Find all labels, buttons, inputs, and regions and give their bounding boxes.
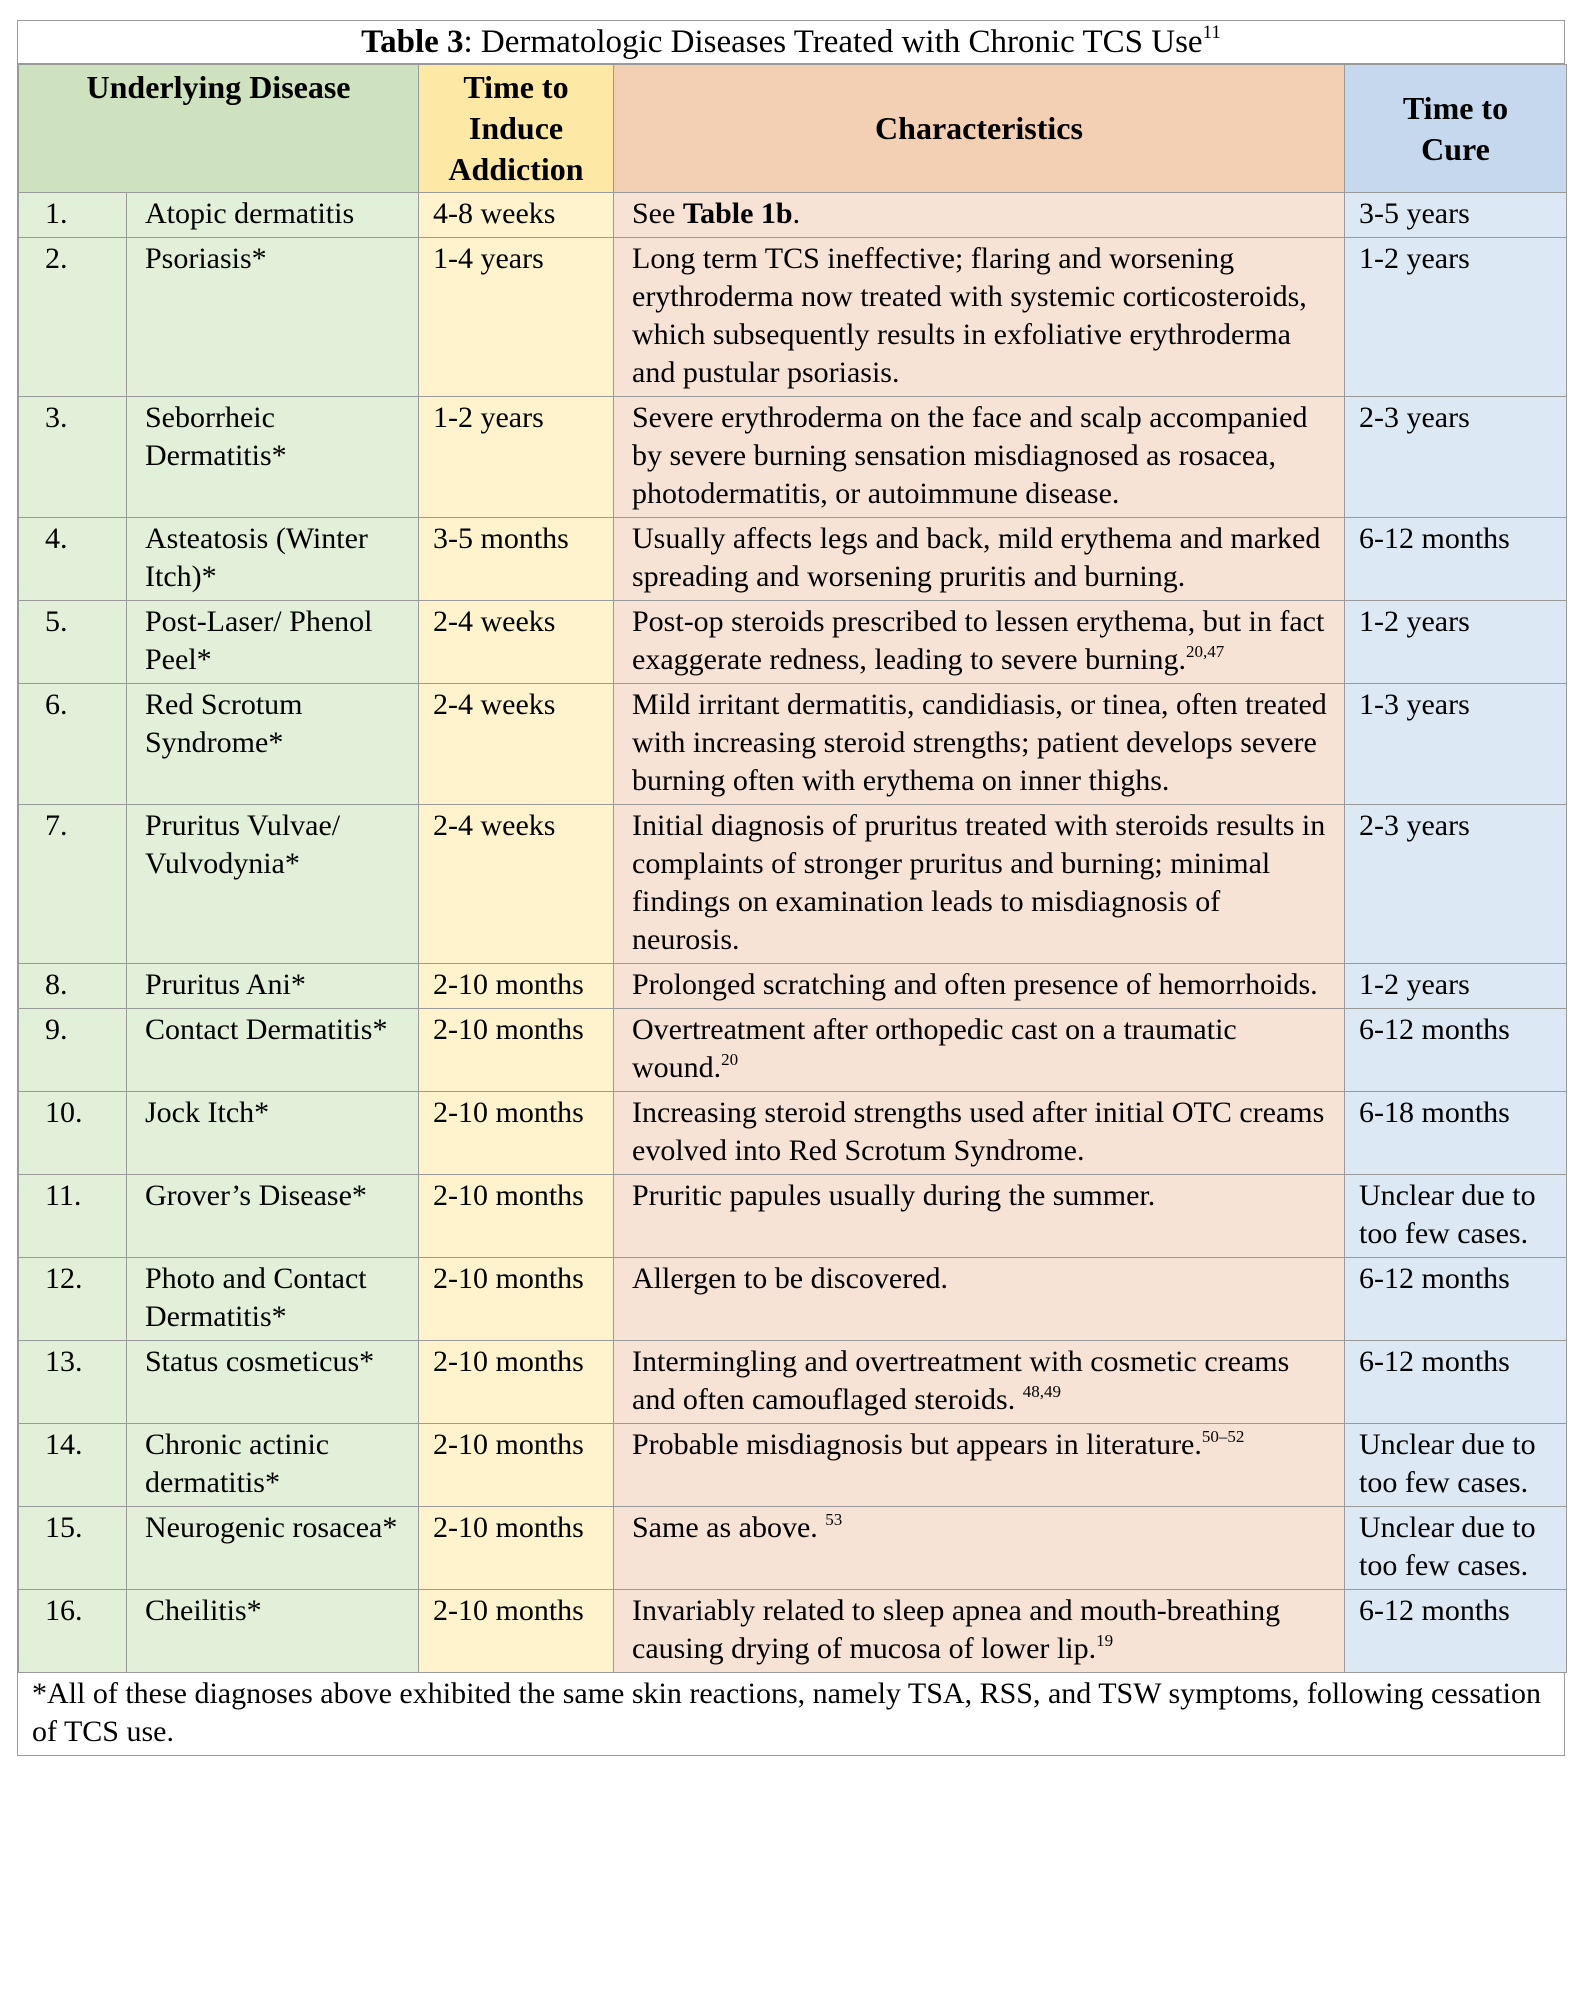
- time-to-induce: 2-10 months: [419, 1341, 614, 1424]
- disease-name: Pruritus Vulvae/ Vulvodynia*: [127, 805, 419, 964]
- disease-name: Photo and Contact Dermatitis*: [127, 1258, 419, 1341]
- table-title: [18, 21, 1564, 64]
- row-number: 5.: [19, 601, 127, 684]
- table-frame: [17, 20, 1565, 1756]
- time-to-induce: 2-10 months: [419, 1258, 614, 1341]
- disease-name: Grover’s Disease*: [127, 1175, 419, 1258]
- table-row: [19, 1424, 1567, 1507]
- characteristics-text: Prolonged scratching and often presence of hemorrhoids.: [632, 968, 1318, 1001]
- disease-name: Jock Itch*: [127, 1092, 419, 1175]
- characteristics-cell: [614, 1424, 1345, 1507]
- table-row: [19, 805, 1567, 964]
- characteristics-cell: [614, 397, 1345, 518]
- characteristics-cell: [614, 1258, 1345, 1341]
- characteristics-text: Post-op steroids prescribed to lessen erythema, but in fact exaggerate redness, leading to severe burning.: [632, 605, 1325, 676]
- characteristics-text: Severe erythroderma on the face and scalp accompanied by severe burning sensation misdiagnosed as rosacea, photodermatitis, or autoimmune disease.: [632, 401, 1308, 510]
- characteristics-cell: [614, 601, 1345, 684]
- characteristics-cell: [614, 238, 1345, 397]
- citation-reference: 50–52: [1201, 1427, 1245, 1446]
- characteristics-cell: [614, 193, 1345, 238]
- characteristics-text: .: [792, 197, 801, 230]
- disease-name: Seborrheic Dermatitis*: [127, 397, 419, 518]
- characteristics-cell: [614, 1590, 1345, 1673]
- row-number: 8.: [19, 964, 127, 1009]
- table-row: [19, 964, 1567, 1009]
- time-to-induce: 2-10 months: [419, 1092, 614, 1175]
- table-row: [19, 193, 1567, 238]
- time-to-cure: 6-12 months: [1345, 1258, 1567, 1341]
- time-to-induce: 2-4 weeks: [419, 805, 614, 964]
- characteristics-text: Usually affects legs and back, mild erythema and marked spreading and worsening pruritis and burning.: [632, 522, 1321, 593]
- time-to-cure: 1-2 years: [1345, 964, 1567, 1009]
- header-underlying-disease: Underlying Disease: [19, 65, 419, 193]
- table-row: [19, 1009, 1567, 1092]
- row-number: 4.: [19, 518, 127, 601]
- table-row: [19, 601, 1567, 684]
- characteristics-prefix: See: [632, 197, 683, 230]
- time-to-cure: 6-12 months: [1345, 1590, 1567, 1673]
- disease-name: Status cosmeticus*: [127, 1341, 419, 1424]
- characteristics-text: Pruritic papules usually during the summer.: [632, 1179, 1156, 1212]
- time-to-induce: 3-5 months: [419, 518, 614, 601]
- characteristics-text: Intermingling and overtreatment with cosmetic creams and often camouflaged steroids.: [632, 1345, 1290, 1416]
- row-number: 6.: [19, 684, 127, 805]
- time-to-cure: 6-12 months: [1345, 518, 1567, 601]
- disease-name: Red Scrotum Syndrome*: [127, 684, 419, 805]
- characteristics-cell: [614, 518, 1345, 601]
- time-to-induce: 2-4 weeks: [419, 684, 614, 805]
- time-to-induce: 1-4 years: [419, 238, 614, 397]
- characteristics-text: Initial diagnosis of pruritus treated with steroids results in complaints of stronger pruritus and burning; minimal findings on examination leads to misdiagnosis of neurosis.: [632, 809, 1326, 956]
- time-to-cure: 6-12 months: [1345, 1009, 1567, 1092]
- table-label: Table 3: [361, 24, 464, 60]
- characteristics-cell: [614, 964, 1345, 1009]
- table-row: [19, 518, 1567, 601]
- table-row: [19, 1341, 1567, 1424]
- row-number: 15.: [19, 1507, 127, 1590]
- disease-name: Atopic dermatitis: [127, 193, 419, 238]
- table-footnote: *All of these diagnoses above exhibited the same skin reactions, namely TSA, RSS, and TSW symptoms, following cessation of TCS use.: [32, 1677, 1541, 1748]
- characteristics-text: Increasing steroid strengths used after initial OTC creams evolved into Red Scrotum Syndrome.: [632, 1096, 1325, 1167]
- characteristics-cell: [614, 1009, 1345, 1092]
- row-number: 13.: [19, 1341, 127, 1424]
- citation-reference: 53: [825, 1510, 843, 1529]
- disease-name: Contact Dermatitis*: [127, 1009, 419, 1092]
- characteristics-text: Probable misdiagnosis but appears in literature.: [632, 1428, 1202, 1461]
- row-number: 16.: [19, 1590, 127, 1673]
- table-row: [19, 1507, 1567, 1590]
- row-number: 2.: [19, 238, 127, 397]
- time-to-induce: 2-4 weeks: [419, 601, 614, 684]
- row-number: 7.: [19, 805, 127, 964]
- time-to-induce: 2-10 months: [419, 964, 614, 1009]
- time-to-cure: 3-5 years: [1345, 193, 1567, 238]
- time-to-cure: 6-18 months: [1345, 1092, 1567, 1175]
- disease-name: Neurogenic rosacea*: [127, 1507, 419, 1590]
- table-title-text: : Dermatologic Diseases Treated with Chronic TCS Use: [463, 24, 1203, 60]
- header-time-to-cure: Time to Cure: [1345, 65, 1567, 193]
- disease-name: Cheilitis*: [127, 1590, 419, 1673]
- citation-reference: 20,47: [1185, 642, 1225, 661]
- time-to-induce: 2-10 months: [419, 1009, 614, 1092]
- disease-name: Pruritus Ani*: [127, 964, 419, 1009]
- disease-name: Asteatosis (Winter Itch)*: [127, 518, 419, 601]
- diseases-table: [18, 64, 1567, 1673]
- citation-reference: 20: [721, 1050, 739, 1069]
- time-to-induce: 2-10 months: [419, 1175, 614, 1258]
- row-number: 3.: [19, 397, 127, 518]
- characteristics-text: Mild irritant dermatitis, candidiasis, or tinea, often treated with increasing steroid strengths; patient develops severe burning often with erythema on inner thighs.: [632, 688, 1327, 797]
- time-to-cure: 6-12 months: [1345, 1341, 1567, 1424]
- characteristics-text: Same as above.: [632, 1511, 826, 1544]
- table-row: [19, 684, 1567, 805]
- time-to-cure: 2-3 years: [1345, 805, 1567, 964]
- time-to-cure: Unclear due to too few cases.: [1345, 1507, 1567, 1590]
- table-row: [19, 1258, 1567, 1341]
- row-number: 12.: [19, 1258, 127, 1341]
- citation-reference: 19: [1096, 1631, 1114, 1650]
- row-number: 1.: [19, 193, 127, 238]
- row-number: 14.: [19, 1424, 127, 1507]
- time-to-induce: 2-10 months: [419, 1590, 614, 1673]
- time-to-cure: 1-3 years: [1345, 684, 1567, 805]
- time-to-cure: 1-2 years: [1345, 238, 1567, 397]
- time-to-cure: 1-2 years: [1345, 601, 1567, 684]
- characteristics-text: Overtreatment after orthopedic cast on a traumatic wound.: [632, 1013, 1237, 1084]
- disease-name: Chronic actinic dermatitis*: [127, 1424, 419, 1507]
- time-to-cure: Unclear due to too few cases.: [1345, 1424, 1567, 1507]
- table-row: [19, 1092, 1567, 1175]
- header-characteristics: Characteristics: [614, 65, 1345, 193]
- characteristics-text: Allergen to be discovered.: [632, 1262, 949, 1295]
- time-to-induce: 4-8 weeks: [419, 193, 614, 238]
- row-number: 9.: [19, 1009, 127, 1092]
- characteristics-cell: [614, 1341, 1345, 1424]
- table-row: [19, 1175, 1567, 1258]
- characteristics-cell: [614, 805, 1345, 964]
- row-number: 11.: [19, 1175, 127, 1258]
- time-to-induce: 2-10 months: [419, 1507, 614, 1590]
- characteristics-cell: [614, 1175, 1345, 1258]
- disease-name: Psoriasis*: [127, 238, 419, 397]
- citation-reference: 48,49: [1022, 1382, 1061, 1401]
- characteristics-cell: [614, 1092, 1345, 1175]
- characteristics-cell: [614, 1507, 1345, 1590]
- header-time-to-induce: Time to Induce Addiction: [419, 65, 614, 193]
- characteristics-text: Invariably related to sleep apnea and mouth-breathing causing drying of mucosa of lower lip.: [632, 1594, 1281, 1665]
- characteristics-cell: [614, 684, 1345, 805]
- time-to-induce: 2-10 months: [419, 1424, 614, 1507]
- time-to-cure: 2-3 years: [1345, 397, 1567, 518]
- characteristics-table-ref: Table 1b: [682, 197, 793, 230]
- title-reference: 11: [1202, 22, 1221, 43]
- row-number: 10.: [19, 1092, 127, 1175]
- table-row: [19, 1590, 1567, 1673]
- characteristics-text: Long term TCS ineffective; flaring and worsening erythroderma now treated with systemic corticosteroids, which subsequently results in exfoliative erythroderma and pustular psoriasis.: [632, 242, 1307, 389]
- disease-name: Post-Laser/ Phenol Peel*: [127, 601, 419, 684]
- time-to-induce: 1-2 years: [419, 397, 614, 518]
- table-row: [19, 238, 1567, 397]
- table-row: [19, 397, 1567, 518]
- time-to-cure: Unclear due to too few cases.: [1345, 1175, 1567, 1258]
- header-row: [19, 65, 1567, 193]
